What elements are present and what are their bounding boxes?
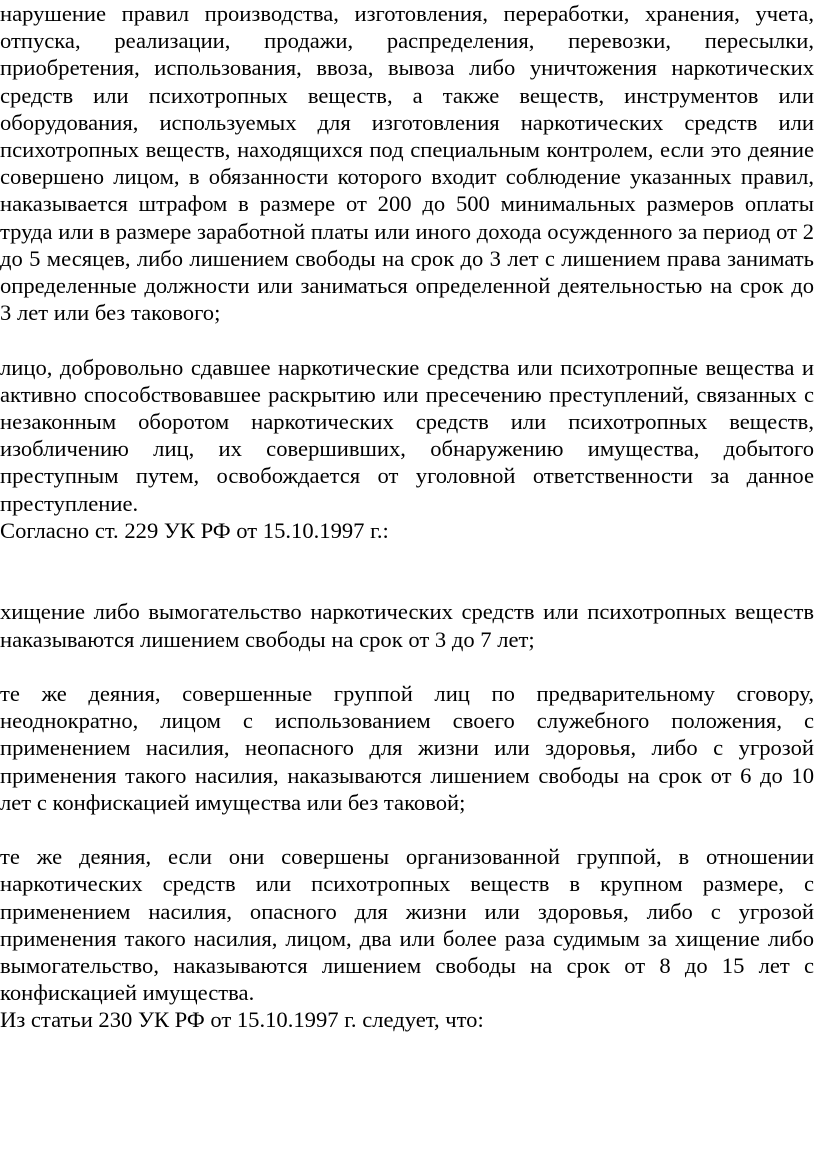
paragraph-article-230-intro: Из статьи 230 УК РФ от 15.10.1997 г. следует, что: bbox=[0, 1007, 484, 1033]
paragraph-spacer bbox=[0, 326, 814, 353]
paragraph-production-rules-violation: нарушение правил производства, изготовления, переработки, хранения, учета, отпуска, реализации, продажи, распределения, перевозки, пересылки, приобретения, использования, ввоза, вывоза либо уничтожения наркотических средств или психотропных веществ, а также веществ, инструментов или оборудования, используемых для изготовления наркотических средств или психотропных веществ, находящихся под специальным контролем, если это деяние совершено лицом, в обязанности которого входит соблюдение указанных правил, наказывается штрафом в размере от 200 до 500 минимальных размеров оплаты труда или в размере заработной платы или иного дохода осужденного за период от 2 до 5 месяцев, либо лишением свободы на срок до 3 лет с лишением права занимать определенные должности или заниматься определенной деятельностью на срок до 3 лет или без такового; bbox=[0, 1, 814, 326]
paragraph-article-229-intro: Согласно ст. 229 УК РФ от 15.10.1997 г.: bbox=[0, 517, 389, 543]
paragraph-organized-group: те же деяния, если они совершены организованной группой, в отношении наркотических средств или психотропных веществ в крупном размере, с применением насилия, опасного для жизни или здоровья, либо с угрозой применения такого насилия, лицом, два или более раза судимым за хищение либо вымогательство, наказываются лишением свободы на срок от 8 до 15 лет с конфискацией имущества. bbox=[0, 844, 814, 1006]
paragraph-spacer bbox=[0, 544, 814, 598]
paragraph-group-conspiracy: те же деяния, совершенные группой лиц по предварительному сговору, неоднократно, лицом с использованием своего служебного положения, с применением насилия, неопасного для жизни или здоровья, либо с угрозой применения такого насилия, наказываются лишением свободы на срок от 6 до 10 лет с конфискацией имущества или без таковой; bbox=[0, 681, 814, 815]
paragraph-voluntary-surrender: лицо, добровольно сдавшее наркотические средства или психотропные вещества и активно способствовавшее раскрытию или пресечению преступлений, связанных с незаконным оборотом наркотических средств или психотропных веществ, изобличению лиц, их совершивших, обнаружению имущества, добытого преступным путем, освобождается от уголовной ответственности за данное преступление. bbox=[0, 354, 814, 516]
paragraph-theft-extortion: хищение либо вымогательство наркотических средств или психотропных веществ наказываются лишением свободы на срок от 3 до 7 лет; bbox=[0, 599, 814, 652]
paragraph-spacer bbox=[0, 653, 814, 680]
paragraph-spacer bbox=[0, 816, 814, 843]
